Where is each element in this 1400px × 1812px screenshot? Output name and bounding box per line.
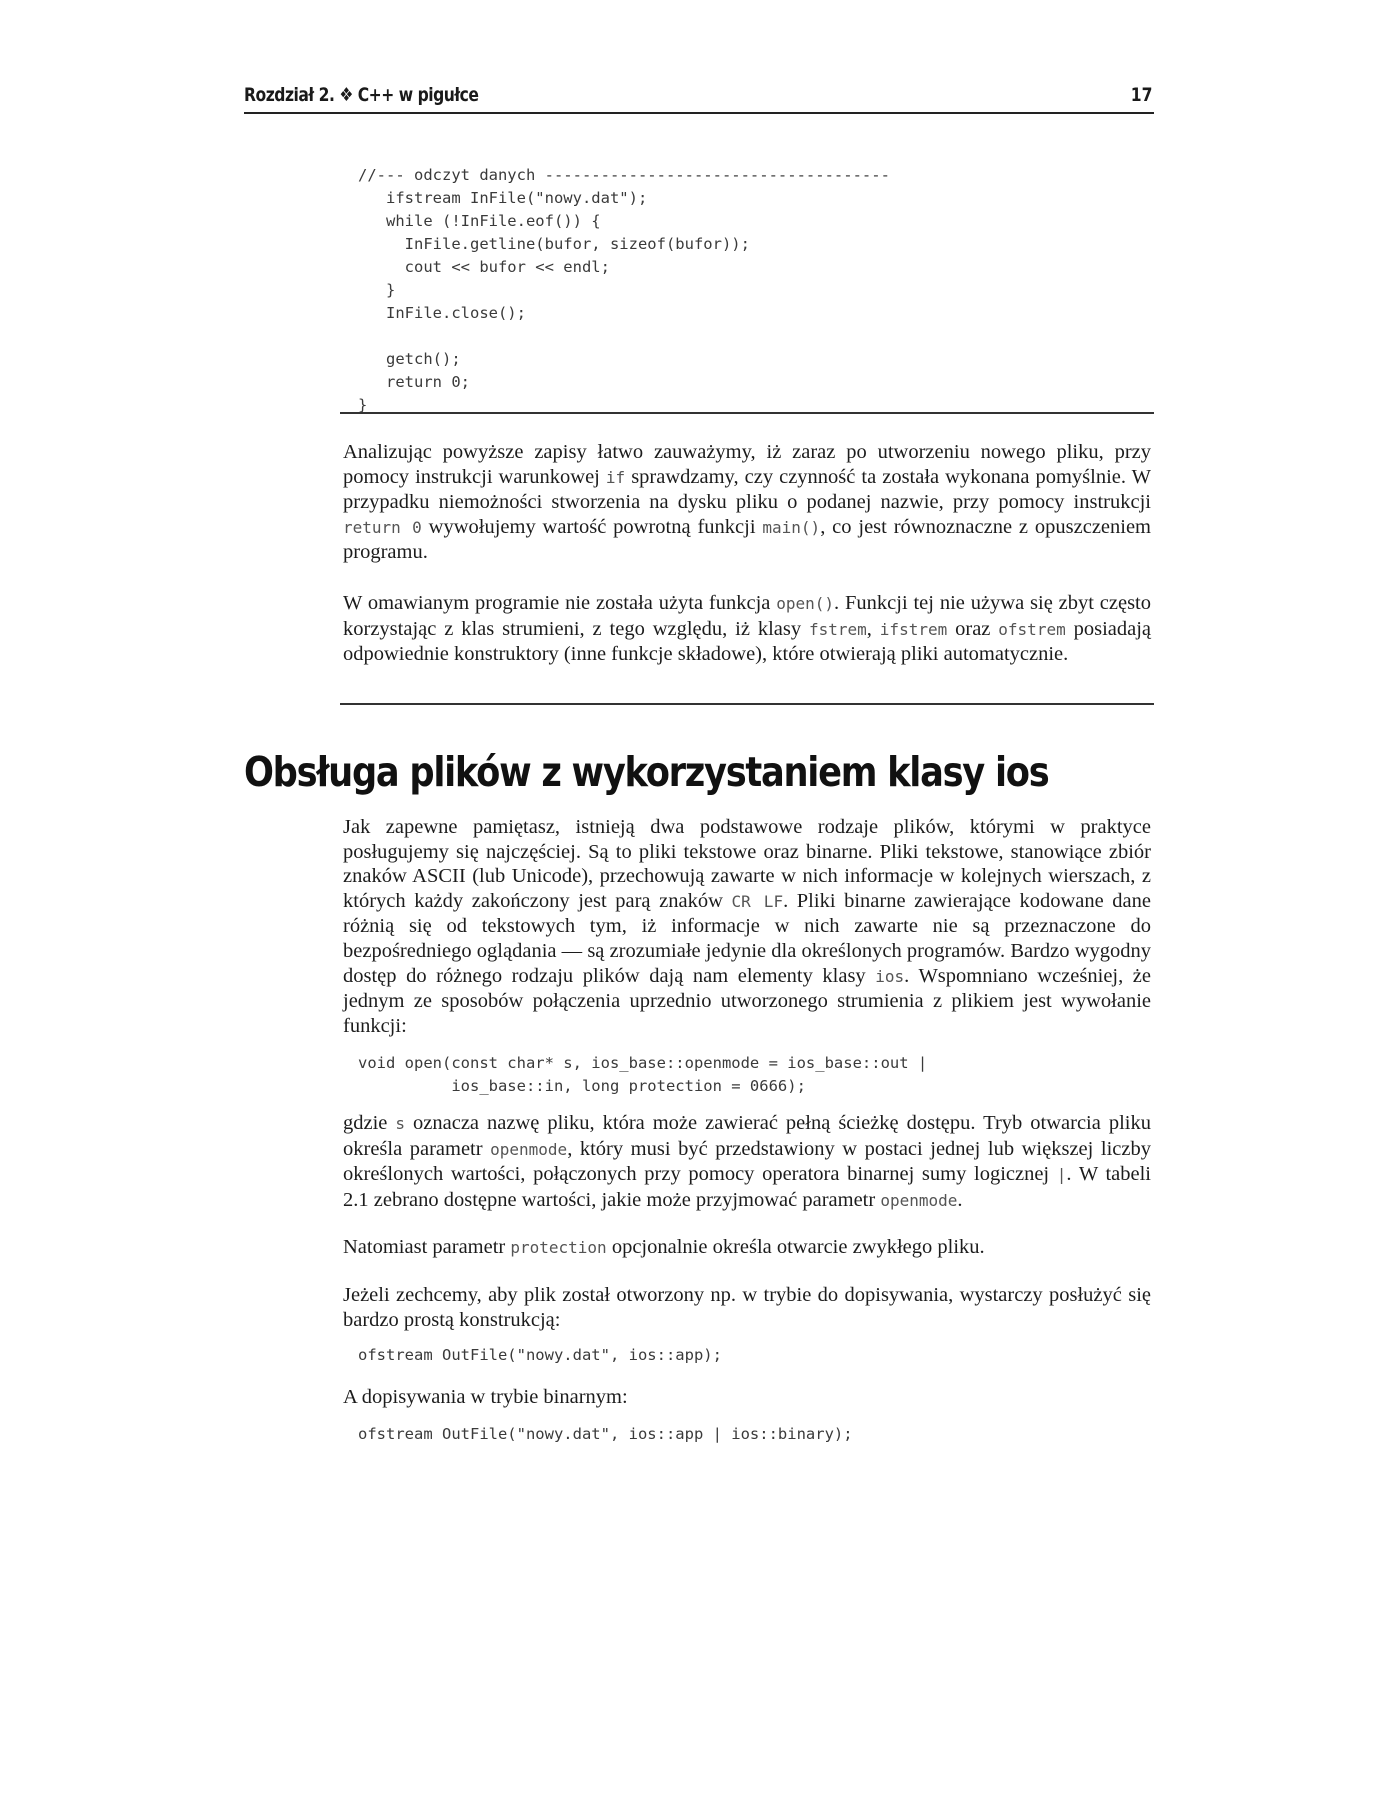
paragraph-binary-append: A dopisywania w trybie binarnym: [343,1386,628,1408]
inline-code: if [605,467,626,487]
note-end-rule [340,703,1154,705]
inline-code: | [1056,1165,1067,1185]
text-run: wywołujemy wartość powrotną funkcji [421,515,763,538]
paragraph-file-types [343,815,1151,1038]
paragraph-openmode [343,1111,1151,1213]
listing-end-rule [340,412,1154,414]
inline-code: open() [776,594,835,613]
text-run: oraz [947,617,999,640]
text-run: , co jest równoznaczne z opuszczeniem programu. [343,515,1152,564]
text-run: . Pliki binarne zawierające kodowane dane różnią się od tekstowych tym, iż informacje w nich zawarte nie są przeznaczone do bezpośredniego oglądania — są zrozumiałe jedynie dla określonych programów. Bardzo wygodny dostęp do różnego rodzaju plików dają nam elementy klasy [343,889,1151,987]
text-run: W omawianym programie nie została użyta funkcja [343,592,777,614]
inline-code: s [395,1114,406,1133]
text-run: opcjonalnie określa otwarcie zwykłego pliku. [606,1236,985,1258]
page-number: 17 [1130,84,1152,106]
text-run: oznacza nazwę pliku, która może zawierać pełną ścieżkę dostępu. Tryb otwarcia pliku określa parametr [343,1112,1151,1160]
text-run: , który musi być przedstawiony w postaci jednej lub większej liczby określonych wartości, połączonych przy pomocy operatora binarnej sumy logicznej [343,1137,1151,1186]
text-run: Jak zapewne pamiętasz, istnieją dwa podstawowe rodzaje plików, którymi w praktyce posługujemy się najczęściej. Są to pliki tekstowe oraz binarne. Pliki tekstowe, stanowiące zbiór znaków ASCII (lub Unicode), przechowują zawarte w nich informacje w kolejnych wierszach, z których każdy zakończony jest parą znaków [343,816,1151,912]
text-run: . W tabeli 2.1 zebrano dostępne wartości, jakie może przyjmować parametr [343,1163,1151,1211]
inline-code: fstrem [808,619,867,639]
paragraph-analysis [343,440,1151,565]
code-listing-read-data: //--- odczyt danych ------------------------------------- ifstream InFile("nowy.dat"); while (!InFile.eof()) { InFile.getline(bufor, sizeof(bufor)); cout << bufor << endl; } InFile.close(); getch(); return 0; } [358,166,890,414]
text-run: Natomiast parametr [343,1236,511,1258]
code-binary-append-example: ofstream OutFile("nowy.dat", ios::app | ios::binary); [358,1425,853,1443]
text-run: . Funkcji tej nie używa się zbyt często korzystając z klas strumieni, z tego względu, iż klasy [343,592,1151,640]
code-open-signature: void open(const char* s, ios_base::openmode = ios_base::out | ios_base::in, long protection = 0666); [358,1054,928,1095]
text-run: posiadają odpowiednie konstruktory (inne funkcje składowe), które otwierają pliki automatycznie. [343,617,1152,666]
text-run: . [957,1188,963,1211]
inline-code: ios [875,966,905,986]
paragraph-protection [343,1235,1151,1261]
inline-code: openmode [490,1139,568,1159]
inline-code: openmode [880,1190,958,1210]
text-run: , [866,617,880,640]
text-run: gdzie [343,1112,396,1134]
paragraph-open-function-note [343,591,1151,667]
text-run: sprawdzamy, czy czynność ta została wykonana pomyślnie. W przypadku niemożności stworzenia na dysku pliku o podanej nazwie, przy pomocy instrukcji [343,465,1151,514]
inline-code: protection [510,1238,607,1257]
section-heading: Obsługa plików z wykorzystaniem klasy ios [244,748,1049,796]
inline-code: ifstrem [879,619,948,639]
text-run: Analizując powyższe zapisy łatwo zauważymy, iż zaraz po utworzeniu nowego pliku, przy pomocy instrukcji warunkowej [343,441,1151,488]
inline-code: CR LF [731,891,784,911]
text-run: . Wspomniano wcześniej, że jednym ze sposobów połączenia uprzednio utworzonego strumienia z plikiem jest wywołanie funkcji: [343,964,1151,1037]
inline-code: ofstrem [998,619,1066,639]
inline-code: return 0 [343,517,422,537]
inline-code: main() [762,517,821,537]
code-append-example: ofstream OutFile("nowy.dat", ios::app); [358,1346,722,1364]
running-header [244,84,1154,114]
paragraph-append-mode: Jeżeli zechcemy, aby plik został otworzony np. w trybie do dopisywania, wystarczy posłużyć się bardzo prostą konstrukcją: [343,1284,1151,1331]
chapter-title: Rozdział 2. ❖ C++ w pigułce [244,84,479,106]
